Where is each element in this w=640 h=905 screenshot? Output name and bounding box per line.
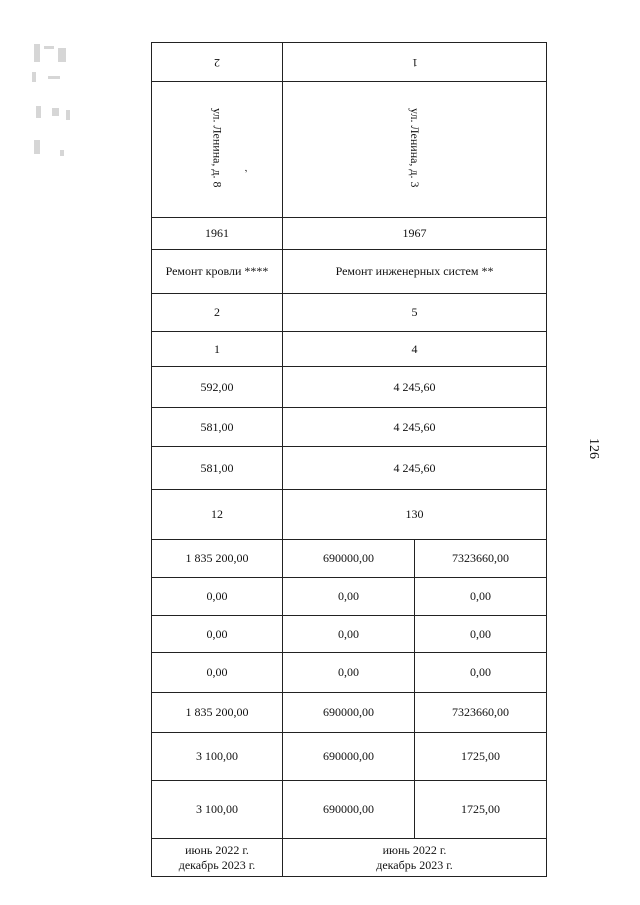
cost-cell: 0,00 bbox=[152, 616, 283, 653]
table-row-area-1 bbox=[152, 367, 547, 408]
work-type-cell: Ремонт кровли **** bbox=[152, 250, 283, 294]
scan-artifacts bbox=[30, 42, 74, 162]
cost-cell: 0,00 bbox=[283, 616, 415, 653]
period-cell bbox=[152, 839, 283, 877]
period-end: декабрь 2023 г. bbox=[376, 857, 453, 872]
table-row-a bbox=[152, 294, 547, 332]
cost-cell: 0,00 bbox=[415, 578, 547, 616]
table-cell: 1 bbox=[152, 332, 283, 367]
table-cell: 5 bbox=[283, 294, 547, 332]
cost-cell: 7323660,00 bbox=[415, 540, 547, 578]
table-row-header-numbers bbox=[152, 43, 547, 82]
cost-cell: 3 100,00 bbox=[152, 733, 283, 781]
table-row-limit-cost bbox=[152, 781, 547, 839]
table-row-area-2 bbox=[152, 408, 547, 447]
cost-cell: 1 835 200,00 bbox=[152, 693, 283, 733]
cost-cell: 0,00 bbox=[283, 653, 415, 693]
area-cell: 581,00 bbox=[152, 447, 283, 490]
cost-cell: 690000,00 bbox=[283, 693, 415, 733]
period-end: декабрь 2023 г. bbox=[178, 857, 256, 872]
period-start: июнь 2022 г. bbox=[382, 842, 447, 857]
stray-mark: , bbox=[242, 162, 249, 175]
table-row-cost-budget bbox=[152, 616, 547, 653]
cost-cell: 7323660,00 bbox=[415, 693, 547, 733]
table-row-cost-fund bbox=[152, 578, 547, 616]
residents-cell: 12 bbox=[152, 490, 283, 540]
area-cell: 4 245,60 bbox=[283, 447, 547, 490]
cost-cell: 1725,00 bbox=[415, 733, 547, 781]
cost-cell: 690000,00 bbox=[283, 781, 415, 839]
cost-cell: 690000,00 bbox=[283, 733, 415, 781]
area-cell: 4 245,60 bbox=[283, 408, 547, 447]
area-cell: 4 245,60 bbox=[283, 367, 547, 408]
area-cell: 581,00 bbox=[152, 408, 283, 447]
table-row-years bbox=[152, 218, 547, 250]
header-number-cell: 1 bbox=[283, 43, 547, 82]
area-cell: 592,00 bbox=[152, 367, 283, 408]
table-row-area-3 bbox=[152, 447, 547, 490]
cost-cell: 0,00 bbox=[283, 578, 415, 616]
page-number: 126 bbox=[586, 438, 601, 459]
cost-cell: 1 835 200,00 bbox=[152, 540, 283, 578]
cost-cell: 0,00 bbox=[152, 578, 283, 616]
table-row-unit-cost bbox=[152, 733, 547, 781]
table-row-residents bbox=[152, 490, 547, 540]
table-row-cost-total bbox=[152, 540, 547, 578]
table-row-work-types bbox=[152, 250, 547, 294]
cost-cell: 3 100,00 bbox=[152, 781, 283, 839]
year-cell: 1961 bbox=[152, 218, 283, 250]
period-cell bbox=[283, 839, 547, 877]
address-cell: ул. Ленина, д. 3 bbox=[283, 82, 547, 218]
cost-cell: 0,00 bbox=[152, 653, 283, 693]
table-cell: 4 bbox=[283, 332, 547, 367]
residents-cell: 130 bbox=[283, 490, 547, 540]
repair-table bbox=[151, 42, 547, 877]
header-number-cell: 2 bbox=[152, 43, 283, 82]
year-cell: 1967 bbox=[283, 218, 547, 250]
table-cell: 2 bbox=[152, 294, 283, 332]
table-row-cost-local bbox=[152, 653, 547, 693]
cost-cell: 690000,00 bbox=[283, 540, 415, 578]
table-row-b bbox=[152, 332, 547, 367]
table-row-cost-owners bbox=[152, 693, 547, 733]
cost-cell: 1725,00 bbox=[415, 781, 547, 839]
period-start: июнь 2022 г. bbox=[185, 842, 249, 857]
cost-cell: 0,00 bbox=[415, 616, 547, 653]
address-cell: ул. Ленина, д. 8 bbox=[152, 82, 283, 218]
cost-cell: 0,00 bbox=[415, 653, 547, 693]
table-row-period bbox=[152, 839, 547, 877]
table-row-addresses bbox=[152, 82, 547, 218]
work-type-cell: Ремонт инженерных систем ** bbox=[283, 250, 547, 294]
